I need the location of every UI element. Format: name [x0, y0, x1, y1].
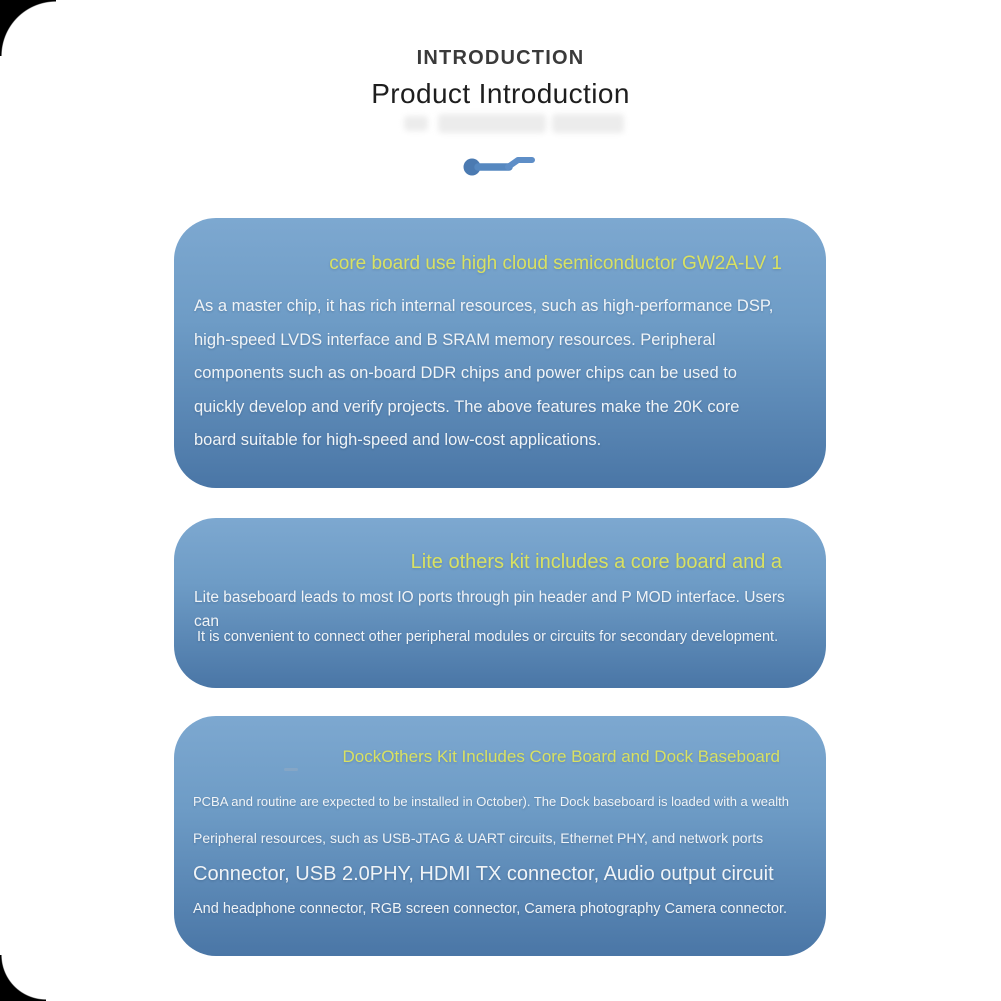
ghost-text-remnant	[404, 116, 428, 131]
info-card-lite-kit	[174, 518, 826, 688]
card-text-line: PCBA and routine are expected to be installed in October). The Dock baseboard is loaded with a wealth	[193, 794, 789, 809]
card-text-line: quickly develop and verify projects. The above features make the 20K core	[194, 397, 740, 416]
card-body	[194, 290, 786, 458]
card-text-line: It is convenient to connect other peripheral modules or circuits for secondary development.	[197, 629, 779, 645]
card-title: Lite others kit includes a core board and a	[410, 551, 782, 573]
card-text-clipped	[194, 612, 786, 630]
small-dash-mark	[284, 768, 298, 771]
info-card-core-board	[174, 218, 826, 488]
ghost-text-remnant	[438, 114, 546, 133]
ghost-text-remnant	[552, 114, 624, 133]
divider-dot-line-icon	[452, 148, 547, 184]
card-text-line: And headphone connector, RGB screen connector, Camera photography Camera connector.	[193, 901, 788, 917]
page-title: Product Introduction	[371, 78, 630, 109]
card-text-line: Connector, USB 2.0PHY, HDMI TX connector, Audio output circuit	[193, 863, 774, 885]
card-title: core board use high cloud semiconductor GW2A-LV 1	[329, 253, 782, 274]
card-text-line: Lite baseboard leads to most IO ports through pin header and P MOD interface. Users	[194, 589, 785, 606]
card-text-line: can	[194, 613, 219, 630]
page-corner-fold-bottom-left	[0, 955, 46, 1001]
card-text-line: Peripheral resources, such as USB-JTAG & UART circuits, Ethernet PHY, and network ports	[193, 830, 764, 846]
info-card-dock-kit	[174, 716, 826, 956]
card-text-line: board suitable for high-speed and low-cost applications.	[194, 431, 602, 449]
card-text-line: components such as on-board DDR chips and power chips can be used to	[194, 364, 737, 382]
section-eyebrow: INTRODUCTION	[416, 47, 585, 69]
card-title: DockOthers Kit Includes Core Board and Dock Baseboard	[342, 747, 780, 766]
card-text-line: high-speed LVDS interface and B SRAM memory resources. Peripheral	[194, 330, 716, 349]
card-text-line: As a master chip, it has rich internal resources, such as high-performance DSP,	[194, 297, 774, 315]
